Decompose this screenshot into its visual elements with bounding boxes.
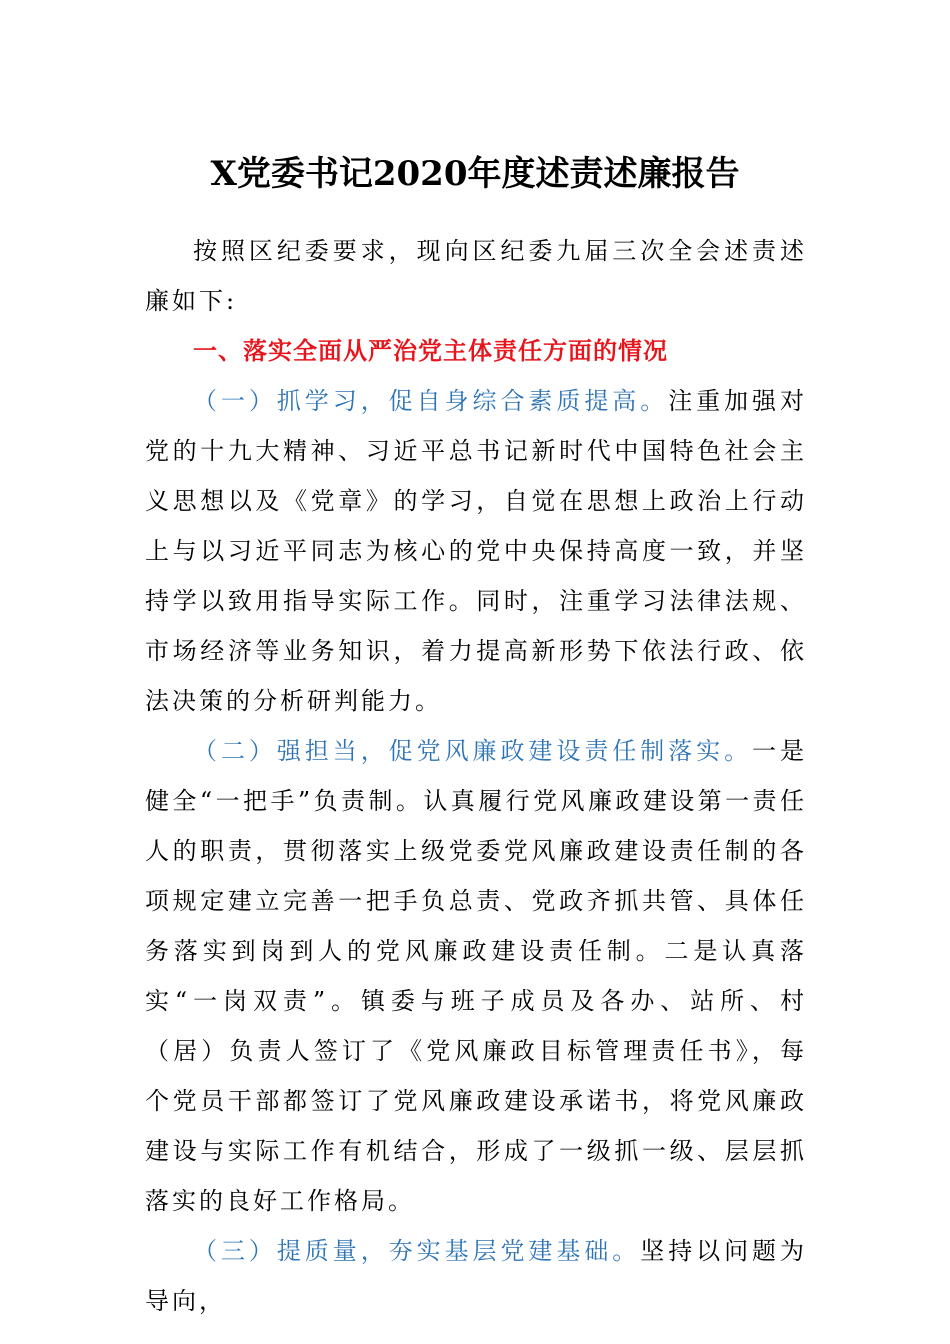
subsection-3-paragraph xyxy=(145,1226,807,1326)
section-heading xyxy=(145,326,807,376)
subsection-2-heading: （二）强担当，促党风廉政建设责任制落实。 xyxy=(193,737,753,765)
subsection-3-text: 坚持以问题为导向， xyxy=(145,1237,808,1315)
subsection-2-paragraph xyxy=(145,726,807,1226)
section-1-heading: 一、落实全面从严治党主体责任方面的情况 xyxy=(193,337,668,365)
subsection-1-text: 注重加强对党的十九大精神、习近平总书记新时代中国特色社会主义思想以及《党章》的学习，自觉在思想上政治上行动上与以习近平同志为核心的党中央保持高度一致，并坚持学以致用指导实际工作。同时，注重学习法律法规、市场经济等业务知识，着力提高新形势下依法行政、依法决策的分析研判能力。 xyxy=(145,387,808,715)
subsection-3-heading: （三）提质量，夯实基层党建基础。 xyxy=(193,1237,641,1265)
page-title: X党委书记2020年度述责述廉报告 xyxy=(210,154,740,194)
document-body xyxy=(145,226,807,1326)
intro-paragraph: 按照区纪委要求，现向区纪委九届三次全会述责述廉如下: xyxy=(145,237,807,315)
subsection-1-paragraph xyxy=(145,376,807,726)
subsection-1-heading: （一）抓学习，促自身综合素质提高。 xyxy=(193,387,669,415)
subsection-2-text: 一是健全“一把手”负责制。认真履行党风廉政建设第一责任人的职责，贯彻落实上级党委党风廉政建设责任制的各项规定建立完善一把手负总责、党政齐抓共管、具体任务落实到岗到人的党风廉政建设责任制。二是认真落实“一岗双责”。镇委与班子成员及各办、站所、村（居）负责人签订了《党风廉政目标管理责任书》，每个党员干部都签订了党风廉政建设承诺书，将党风廉政建设与实际工作有机结合，形成了一级抓一级、层层抓落实的良好工作格局。 xyxy=(145,737,807,1215)
